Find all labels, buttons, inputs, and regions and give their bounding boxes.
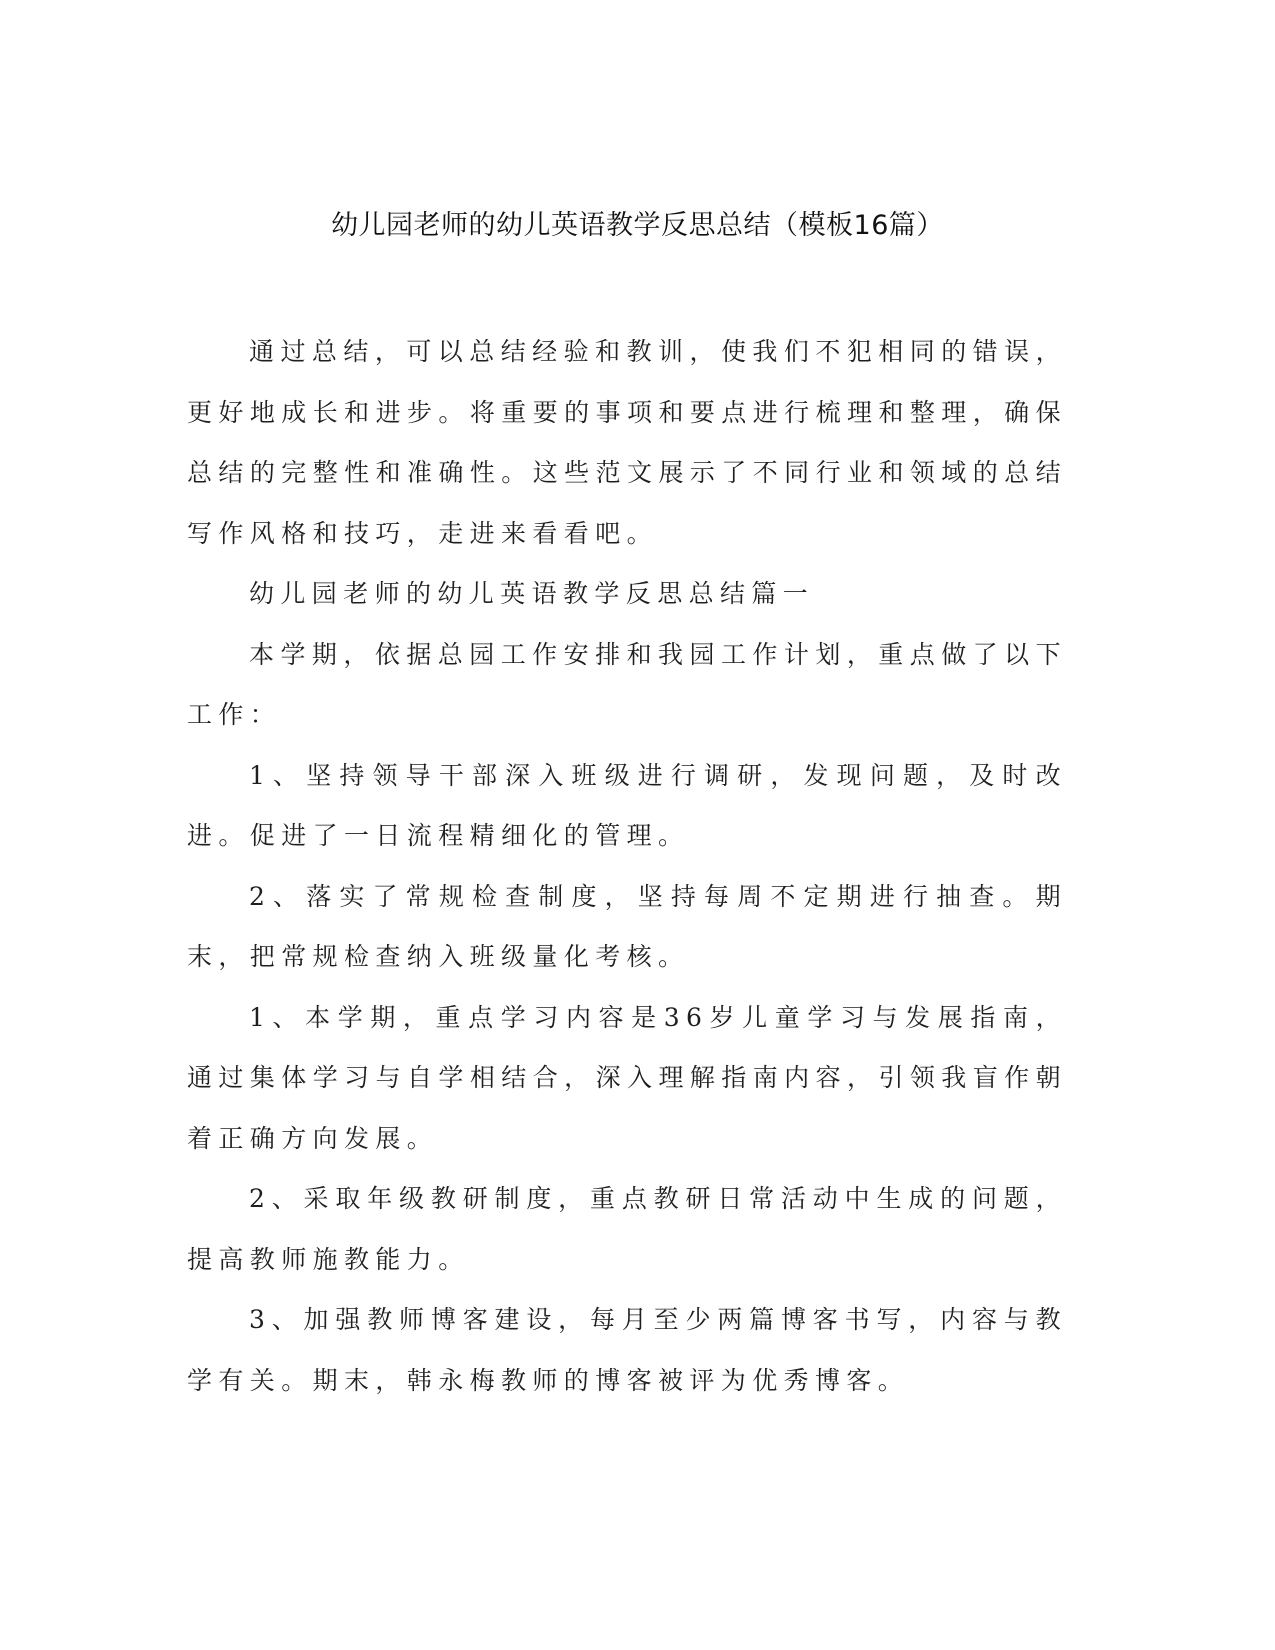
list-item: 2、落实了常规检查制度，坚持每周不定期进行抽查。期末，把常规检查纳入班级量化考核。 — [187, 881, 1067, 971]
intro-paragraph: 通过总结，可以总结经验和教训，使我们不犯相同的错误，更好地成长和进步。将重要的事项和要点进行梳理和整理，确保总结的完整性和准确性。这些范文展示了不同行业和领域的总结写作风格和技巧，走进来看看吧。 — [187, 337, 1067, 548]
section-heading: 幼儿园老师的幼儿英语教学反思总结篇一 — [249, 579, 815, 608]
document-body — [187, 322, 1067, 1411]
list-item: 1、坚持领导干部深入班级进行调研，发现问题，及时改进。促进了一日流程精细化的管理。 — [187, 760, 1067, 850]
body-paragraph: 本学期，依据总园工作安排和我园工作计划，重点做了以下工作： — [187, 639, 1067, 729]
list-item: 2、采取年级教研制度，重点教研日常活动中生成的问题，提高教师施教能力。 — [187, 1184, 1067, 1274]
list-item: 1、本学期，重点学习内容是36岁儿童学习与发展指南，通过集体学习与自学相结合，深入理解指南内容，引领我盲作朝着正确方向发展。 — [187, 1002, 1067, 1153]
document-title: 幼儿园老师的幼儿英语教学反思总结（模板16篇） — [331, 210, 944, 241]
list-item: 3、加强教师博客建设，每月至少两篇博客书写，内容与教学有关。期末，韩永梅教师的博客被评为优秀博客。 — [187, 1305, 1067, 1395]
